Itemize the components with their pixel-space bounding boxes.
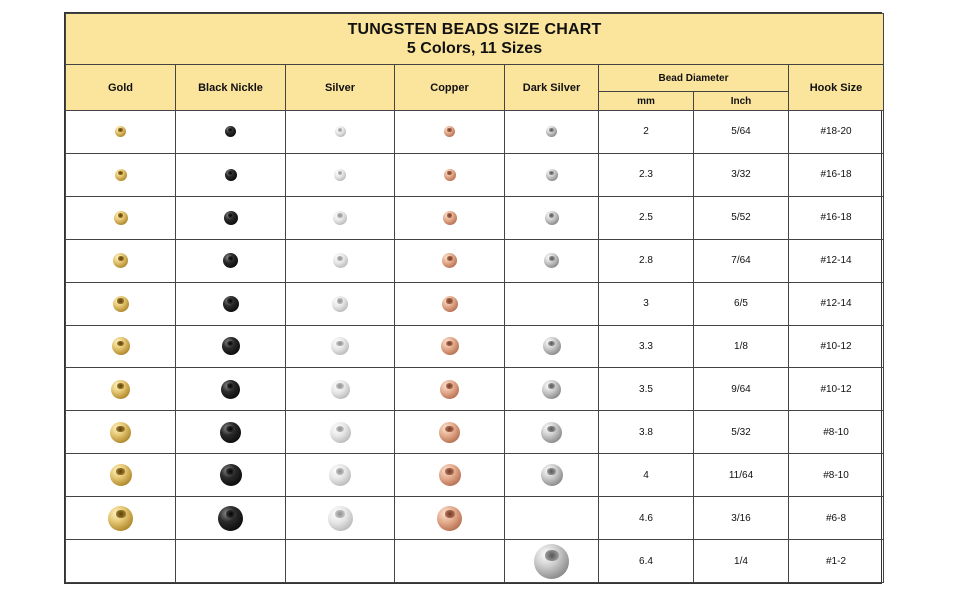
bead-hole bbox=[227, 383, 235, 389]
cell-hook: #12-14 bbox=[789, 239, 884, 282]
bead-cell-dark bbox=[505, 325, 599, 368]
bead-cell-gold bbox=[66, 540, 176, 583]
copper-bead-icon bbox=[444, 126, 455, 137]
dark-bead-icon bbox=[534, 544, 569, 579]
bead-hole bbox=[118, 171, 123, 175]
size-chart bbox=[64, 12, 882, 584]
bead-cell-silver bbox=[286, 111, 395, 154]
header-black-nickle: Black Nickle bbox=[176, 65, 286, 111]
bead-hole bbox=[226, 426, 234, 433]
copper-bead-icon bbox=[442, 253, 457, 268]
silver-bead-icon bbox=[333, 253, 348, 268]
copper-bead-icon bbox=[439, 422, 460, 443]
table-row bbox=[66, 282, 884, 325]
bead-cell-gold bbox=[66, 497, 176, 540]
bead-cell-black bbox=[176, 153, 286, 196]
bead-cell-copper bbox=[395, 325, 505, 368]
header-mm: mm bbox=[599, 92, 694, 111]
bead-hole bbox=[545, 550, 559, 561]
cell-inch: 1/8 bbox=[694, 325, 789, 368]
bead-cell-silver bbox=[286, 454, 395, 497]
bead-hole bbox=[547, 426, 555, 433]
bead-hole bbox=[447, 256, 453, 261]
cell-hook: #8-10 bbox=[789, 454, 884, 497]
bead-hole bbox=[446, 298, 452, 303]
bead-cell-copper bbox=[395, 368, 505, 411]
header-silver: Silver bbox=[286, 65, 395, 111]
cell-hook: #10-12 bbox=[789, 368, 884, 411]
bead-cell-silver bbox=[286, 239, 395, 282]
black-bead-icon bbox=[220, 464, 242, 486]
bead-cell-copper bbox=[395, 196, 505, 239]
gold-bead-icon bbox=[110, 422, 131, 443]
cell-inch: 9/64 bbox=[694, 368, 789, 411]
bead-cell-copper bbox=[395, 497, 505, 540]
bead-cell-gold bbox=[66, 239, 176, 282]
header-bead-diameter: Bead Diameter bbox=[599, 65, 789, 92]
bead-hole bbox=[548, 341, 555, 347]
bead-hole bbox=[337, 213, 343, 217]
bead-cell-gold bbox=[66, 111, 176, 154]
gold-bead-icon bbox=[113, 296, 129, 312]
bead-cell-copper bbox=[395, 239, 505, 282]
cell-hook: #1-2 bbox=[789, 540, 884, 583]
bead-cell-silver bbox=[286, 368, 395, 411]
silver-bead-icon bbox=[328, 506, 353, 531]
bead-cell-gold bbox=[66, 282, 176, 325]
bead-cell-black bbox=[176, 111, 286, 154]
table-body bbox=[66, 111, 884, 583]
silver-bead-icon bbox=[329, 464, 351, 486]
bead-cell-silver bbox=[286, 325, 395, 368]
bead-cell-dark bbox=[505, 153, 599, 196]
bead-cell-copper bbox=[395, 540, 505, 583]
bead-cell-copper bbox=[395, 411, 505, 454]
cell-mm: 6.4 bbox=[599, 540, 694, 583]
silver-bead-icon bbox=[335, 126, 346, 137]
bead-cell-dark bbox=[505, 454, 599, 497]
bead-hole bbox=[548, 383, 556, 389]
bead-hole bbox=[338, 128, 342, 132]
bead-cell-black bbox=[176, 497, 286, 540]
silver-bead-icon bbox=[331, 380, 350, 399]
dark-bead-icon bbox=[542, 380, 561, 399]
silver-bead-icon bbox=[331, 337, 349, 355]
gold-bead-icon bbox=[115, 169, 127, 181]
bead-cell-silver bbox=[286, 411, 395, 454]
size-table bbox=[65, 13, 884, 583]
bead-cell-gold bbox=[66, 196, 176, 239]
copper-bead-icon bbox=[444, 169, 456, 181]
copper-bead-icon bbox=[443, 211, 457, 225]
bead-cell-dark bbox=[505, 239, 599, 282]
bead-hole bbox=[228, 171, 233, 175]
bead-cell-black bbox=[176, 282, 286, 325]
bead-hole bbox=[226, 468, 235, 475]
bead-hole bbox=[338, 171, 343, 175]
bead-hole bbox=[445, 426, 453, 433]
bead-hole bbox=[445, 510, 455, 518]
bead-hole bbox=[116, 510, 126, 518]
cell-inch: 11/64 bbox=[694, 454, 789, 497]
title-sub: 5 Colors, 11 Sizes bbox=[406, 39, 543, 57]
cell-inch: 3/32 bbox=[694, 153, 789, 196]
bead-hole bbox=[337, 256, 343, 261]
cell-inch: 6/5 bbox=[694, 282, 789, 325]
bead-hole bbox=[228, 213, 234, 217]
black-bead-icon bbox=[224, 211, 238, 225]
gold-bead-icon bbox=[111, 380, 130, 399]
bead-cell-gold bbox=[66, 411, 176, 454]
cell-inch: 3/16 bbox=[694, 497, 789, 540]
dark-bead-icon bbox=[541, 464, 563, 486]
bead-cell-black bbox=[176, 239, 286, 282]
table-row bbox=[66, 454, 884, 497]
cell-hook: #10-12 bbox=[789, 325, 884, 368]
cell-mm: 2 bbox=[599, 111, 694, 154]
cell-hook: #8-10 bbox=[789, 411, 884, 454]
cell-inch: 5/32 bbox=[694, 411, 789, 454]
bead-cell-black bbox=[176, 368, 286, 411]
bead-cell-dark bbox=[505, 282, 599, 325]
black-bead-icon bbox=[222, 337, 240, 355]
bead-cell-dark bbox=[505, 497, 599, 540]
black-bead-icon bbox=[223, 253, 238, 268]
black-bead-icon bbox=[220, 422, 241, 443]
header-copper: Copper bbox=[395, 65, 505, 111]
gold-bead-icon bbox=[108, 506, 133, 531]
bead-hole bbox=[228, 128, 232, 132]
bead-cell-black bbox=[176, 454, 286, 497]
dark-bead-icon bbox=[545, 211, 559, 225]
cell-hook: #16-18 bbox=[789, 196, 884, 239]
table-row bbox=[66, 325, 884, 368]
cell-mm: 3.8 bbox=[599, 411, 694, 454]
bead-cell-silver bbox=[286, 282, 395, 325]
bead-hole bbox=[116, 426, 124, 433]
bead-hole bbox=[446, 383, 454, 389]
gold-bead-icon bbox=[115, 126, 126, 137]
bead-cell-copper bbox=[395, 111, 505, 154]
bead-hole bbox=[549, 256, 555, 261]
bead-hole bbox=[117, 341, 124, 347]
silver-bead-icon bbox=[333, 211, 347, 225]
cell-mm: 4.6 bbox=[599, 497, 694, 540]
table-row bbox=[66, 153, 884, 196]
bead-cell-copper bbox=[395, 153, 505, 196]
bead-cell-silver bbox=[286, 196, 395, 239]
bead-hole bbox=[447, 213, 453, 217]
gold-bead-icon bbox=[112, 337, 130, 355]
bead-cell-dark bbox=[505, 368, 599, 411]
bead-hole bbox=[549, 171, 554, 175]
cell-mm: 4 bbox=[599, 454, 694, 497]
bead-cell-gold bbox=[66, 153, 176, 196]
cell-hook: #12-14 bbox=[789, 282, 884, 325]
bead-cell-silver bbox=[286, 497, 395, 540]
black-bead-icon bbox=[223, 296, 239, 312]
cell-inch: 5/52 bbox=[694, 196, 789, 239]
bead-hole bbox=[117, 298, 123, 303]
black-bead-icon bbox=[225, 126, 236, 137]
bead-cell-copper bbox=[395, 454, 505, 497]
table-row bbox=[66, 368, 884, 411]
bead-cell-copper bbox=[395, 282, 505, 325]
bead-cell-dark bbox=[505, 540, 599, 583]
cell-mm: 3.5 bbox=[599, 368, 694, 411]
table-row bbox=[66, 411, 884, 454]
title-main: TUNGSTEN BEADS SIZE CHART bbox=[347, 20, 602, 38]
cell-hook: #6-8 bbox=[789, 497, 884, 540]
gold-bead-icon bbox=[113, 253, 128, 268]
cell-mm: 3.3 bbox=[599, 325, 694, 368]
dark-bead-icon bbox=[546, 126, 557, 137]
black-bead-icon bbox=[221, 380, 240, 399]
cell-mm: 2.5 bbox=[599, 196, 694, 239]
bead-hole bbox=[118, 213, 124, 217]
chart-title bbox=[66, 14, 884, 65]
bead-hole bbox=[118, 128, 122, 132]
silver-bead-icon bbox=[330, 422, 351, 443]
bead-cell-black bbox=[176, 540, 286, 583]
dark-bead-icon bbox=[543, 337, 561, 355]
bead-hole bbox=[336, 426, 344, 433]
cell-inch: 1/4 bbox=[694, 540, 789, 583]
table-row bbox=[66, 239, 884, 282]
black-bead-icon bbox=[225, 169, 237, 181]
dark-bead-icon bbox=[541, 422, 562, 443]
bead-cell-black bbox=[176, 325, 286, 368]
bead-hole bbox=[227, 341, 234, 347]
bead-hole bbox=[116, 468, 125, 475]
bead-hole bbox=[447, 171, 452, 175]
bead-cell-dark bbox=[505, 196, 599, 239]
bead-hole bbox=[336, 341, 343, 347]
header-dark-silver: Dark Silver bbox=[505, 65, 599, 111]
cell-mm: 2.3 bbox=[599, 153, 694, 196]
cell-hook: #18-20 bbox=[789, 111, 884, 154]
copper-bead-icon bbox=[440, 380, 459, 399]
silver-bead-icon bbox=[332, 296, 348, 312]
copper-bead-icon bbox=[442, 296, 458, 312]
bead-hole bbox=[549, 213, 555, 217]
bead-cell-silver bbox=[286, 153, 395, 196]
bead-cell-black bbox=[176, 196, 286, 239]
bead-hole bbox=[336, 468, 345, 475]
bead-hole bbox=[118, 256, 124, 261]
black-bead-icon bbox=[218, 506, 243, 531]
bead-hole bbox=[446, 341, 453, 347]
copper-bead-icon bbox=[437, 506, 462, 531]
bead-hole bbox=[547, 468, 556, 475]
bead-hole bbox=[447, 128, 451, 132]
cell-mm: 3 bbox=[599, 282, 694, 325]
bead-hole bbox=[549, 128, 553, 132]
header-gold: Gold bbox=[66, 65, 176, 111]
header-hook-size: Hook Size bbox=[789, 65, 884, 111]
bead-hole bbox=[227, 298, 233, 303]
bead-hole bbox=[335, 510, 345, 518]
bead-hole bbox=[226, 510, 236, 518]
bead-hole bbox=[117, 383, 125, 389]
bead-hole bbox=[336, 383, 344, 389]
table-row bbox=[66, 540, 884, 583]
bead-cell-gold bbox=[66, 368, 176, 411]
gold-bead-icon bbox=[110, 464, 132, 486]
table-row bbox=[66, 196, 884, 239]
header-inch: Inch bbox=[694, 92, 789, 111]
bead-hole bbox=[445, 468, 454, 475]
cell-mm: 2.8 bbox=[599, 239, 694, 282]
bead-hole bbox=[337, 298, 343, 303]
bead-cell-gold bbox=[66, 325, 176, 368]
gold-bead-icon bbox=[114, 211, 128, 225]
table-row bbox=[66, 111, 884, 154]
bead-cell-dark bbox=[505, 411, 599, 454]
dark-bead-icon bbox=[544, 253, 559, 268]
copper-bead-icon bbox=[439, 464, 461, 486]
bead-cell-gold bbox=[66, 454, 176, 497]
silver-bead-icon bbox=[334, 169, 346, 181]
table-row bbox=[66, 497, 884, 540]
copper-bead-icon bbox=[441, 337, 459, 355]
bead-cell-silver bbox=[286, 540, 395, 583]
cell-inch: 5/64 bbox=[694, 111, 789, 154]
bead-cell-black bbox=[176, 411, 286, 454]
bead-cell-dark bbox=[505, 111, 599, 154]
cell-inch: 7/64 bbox=[694, 239, 789, 282]
bead-hole bbox=[228, 256, 234, 261]
dark-bead-icon bbox=[546, 169, 558, 181]
cell-hook: #16-18 bbox=[789, 153, 884, 196]
